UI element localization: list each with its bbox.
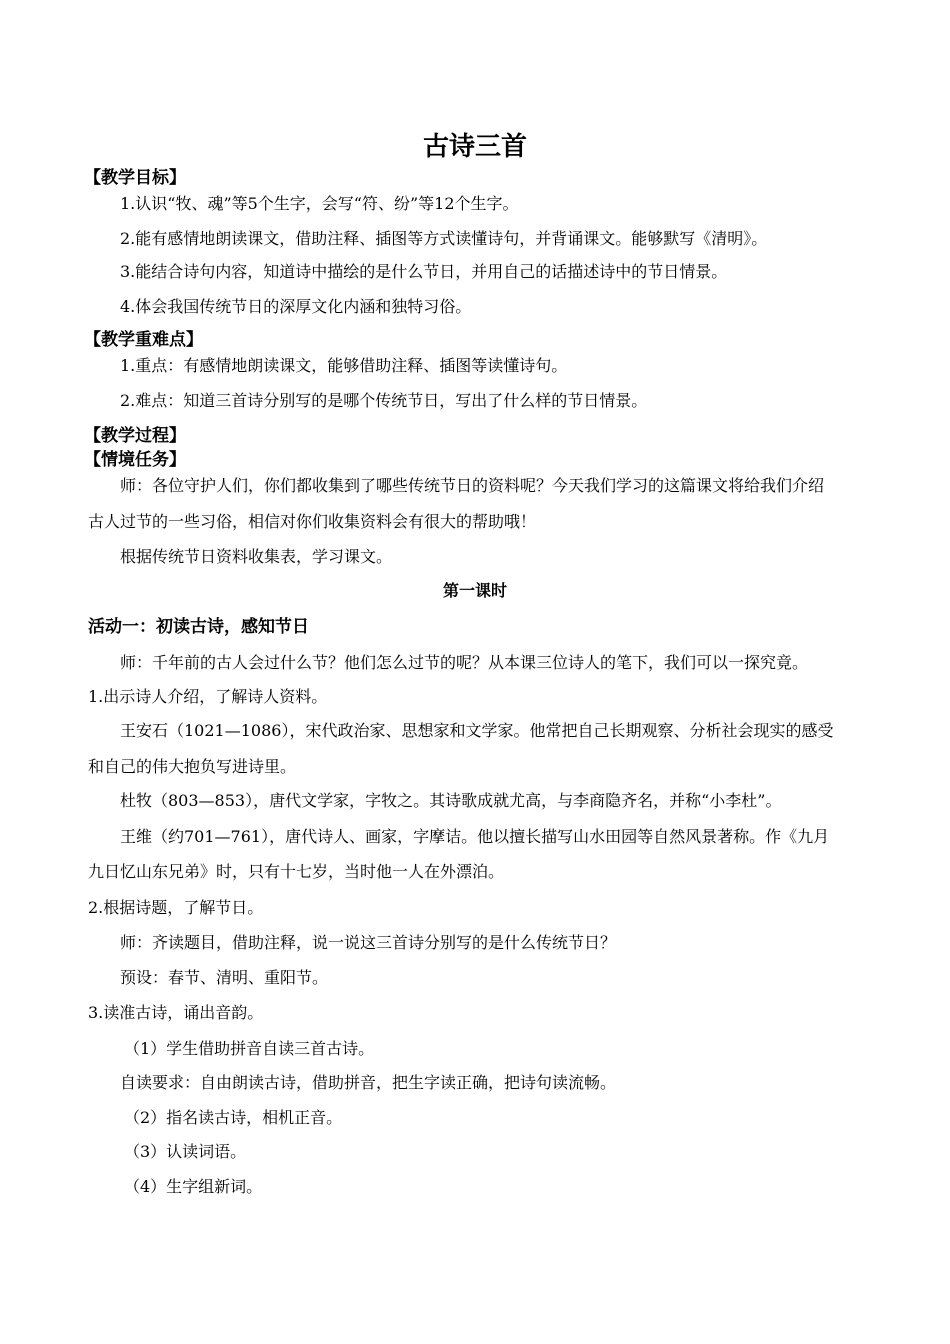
- section-heading-key-points: 【教学重难点】: [84, 330, 203, 350]
- lesson-line: 和自己的伟大抱负写进诗里。: [88, 757, 297, 776]
- section-heading-process: 【教学过程】: [84, 426, 186, 446]
- section-heading-objectives: 【教学目标】: [84, 168, 186, 188]
- lesson-line: 杜牧（803—853），唐代文学家，字牧之。其诗歌成就尤高，与李商隐齐名，并称“小李杜”。: [120, 791, 782, 810]
- lesson-line: 九日忆山东兄弟》时，只有十七岁，当时他一人在外漂泊。: [88, 862, 505, 881]
- objective-item: 1.认识“牧、魂”等5个生字，会写“符、纷”等12个生字。: [120, 194, 519, 213]
- lesson-heading: 第一课时: [442, 581, 507, 600]
- scenario-line: 师：各位守护人们，你们都收集到了哪些传统节日的资料呢？今天我们学习的这篇课文将给我们介绍: [120, 476, 825, 495]
- objective-item: 2.能有感情地朗读课文，借助注释、插图等方式读懂诗句，并背诵课文。能够默写《清明》。: [120, 229, 768, 248]
- section-heading-scenario: 【情境任务】: [84, 450, 186, 470]
- key-point-item: 1.重点：有感情地朗读课文，能够借助注释、插图等读懂诗句。: [120, 356, 568, 375]
- scenario-line: 根据传统节日资料收集表，学习课文。: [120, 547, 393, 566]
- activity-heading: 活动一：初读古诗，感知节日: [88, 617, 309, 637]
- objective-item: 4.体会我国传统节日的深厚文化内涵和独特习俗。: [120, 297, 472, 316]
- scenario-line: 古人过节的一些习俗，相信对你们收集资料会有很大的帮助哦！: [88, 512, 537, 531]
- lesson-line: 预设：春节、清明、重阳节。: [120, 968, 329, 987]
- lesson-line: 师：齐读题目，借助注释，说一说这三首诗分别写的是什么传统节日？: [120, 933, 617, 952]
- objective-item: 3.能结合诗句内容，知道诗中描绘的是什么节日，并用自己的话描述诗中的节日情景。: [120, 262, 728, 281]
- lesson-line: 2.根据诗题，了解节日。: [88, 898, 264, 917]
- lesson-line: （3）认读词语。: [124, 1142, 247, 1161]
- lesson-line: （1）学生借助拼音自读三首古诗。: [124, 1039, 375, 1058]
- lesson-line: 自读要求：自由朗读古诗，借助拼音，把生字读正确，把诗句读流畅。: [120, 1073, 617, 1092]
- lesson-line: 3.读准古诗，诵出音韵。: [88, 1003, 264, 1022]
- lesson-line: （2）指名读古诗，相机正音。: [124, 1108, 343, 1127]
- lesson-line: 王维（约701—761），唐代诗人、画家，字摩诘。他以擅长描写山水田园等自然风景著称。作《九月: [120, 827, 830, 846]
- lesson-line: 王安石（1021—1086），宋代政治家、思想家和文学家。他常把自己长期观察、分析社会现实的感受: [120, 721, 834, 740]
- lesson-line: （4）生字组新词。: [124, 1177, 263, 1196]
- lesson-line: 1.出示诗人介绍，了解诗人资料。: [88, 687, 328, 706]
- key-point-item: 2.难点：知道三首诗分别写的是哪个传统节日，写出了什么样的节日情景。: [120, 391, 648, 410]
- lesson-line: 师：千年前的古人会过什么节？他们怎么过节的呢？从本课三位诗人的笔下，我们可以一探究竟。: [120, 653, 809, 672]
- document-title: 古诗三首: [422, 132, 527, 162]
